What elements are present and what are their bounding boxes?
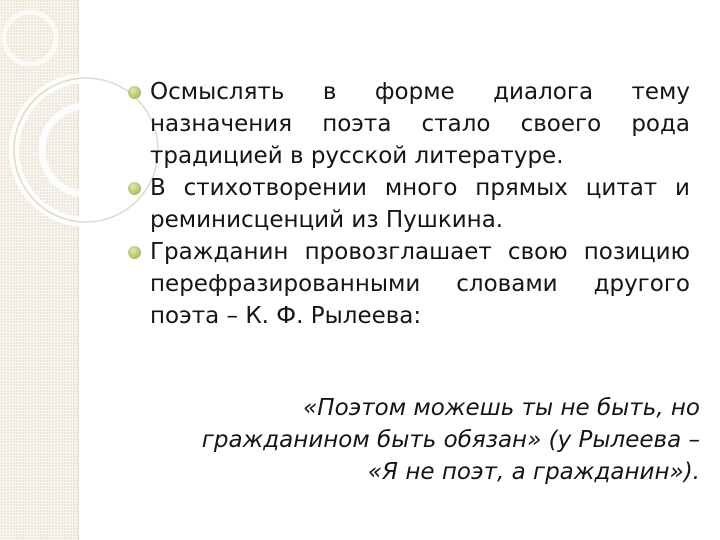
bullet-list (128, 76, 690, 332)
bullet-item (128, 236, 690, 332)
bullet-text: Осмыслять в форме диалога тему назначения поэта стало своего рода традицией в русской литературе. (150, 79, 690, 169)
bullet-item (128, 172, 690, 236)
decorative-circle-inner (42, 106, 130, 194)
quote-block (140, 392, 700, 488)
bullet-dot-icon (128, 86, 141, 99)
bullet-dot-icon (128, 182, 141, 195)
decorative-circle-small (4, 12, 56, 64)
bullet-dot-icon (128, 246, 141, 259)
bullet-text: В стихотворении много прямых цитат и реминисценций из Пушкина. (150, 175, 690, 233)
bullet-item (128, 76, 690, 172)
quote-line: «Поэтом можешь ты не быть, но (303, 395, 700, 421)
quote-line: «Я не поэт, а гражданин»). (367, 459, 700, 485)
bullet-text: Гражданин провозглашает свою позицию перефразированными словами другого поэта – К. Ф. Рылеева: (150, 239, 690, 329)
quote-line: гражданином быть обязан» (у Рылеева – (201, 427, 700, 453)
